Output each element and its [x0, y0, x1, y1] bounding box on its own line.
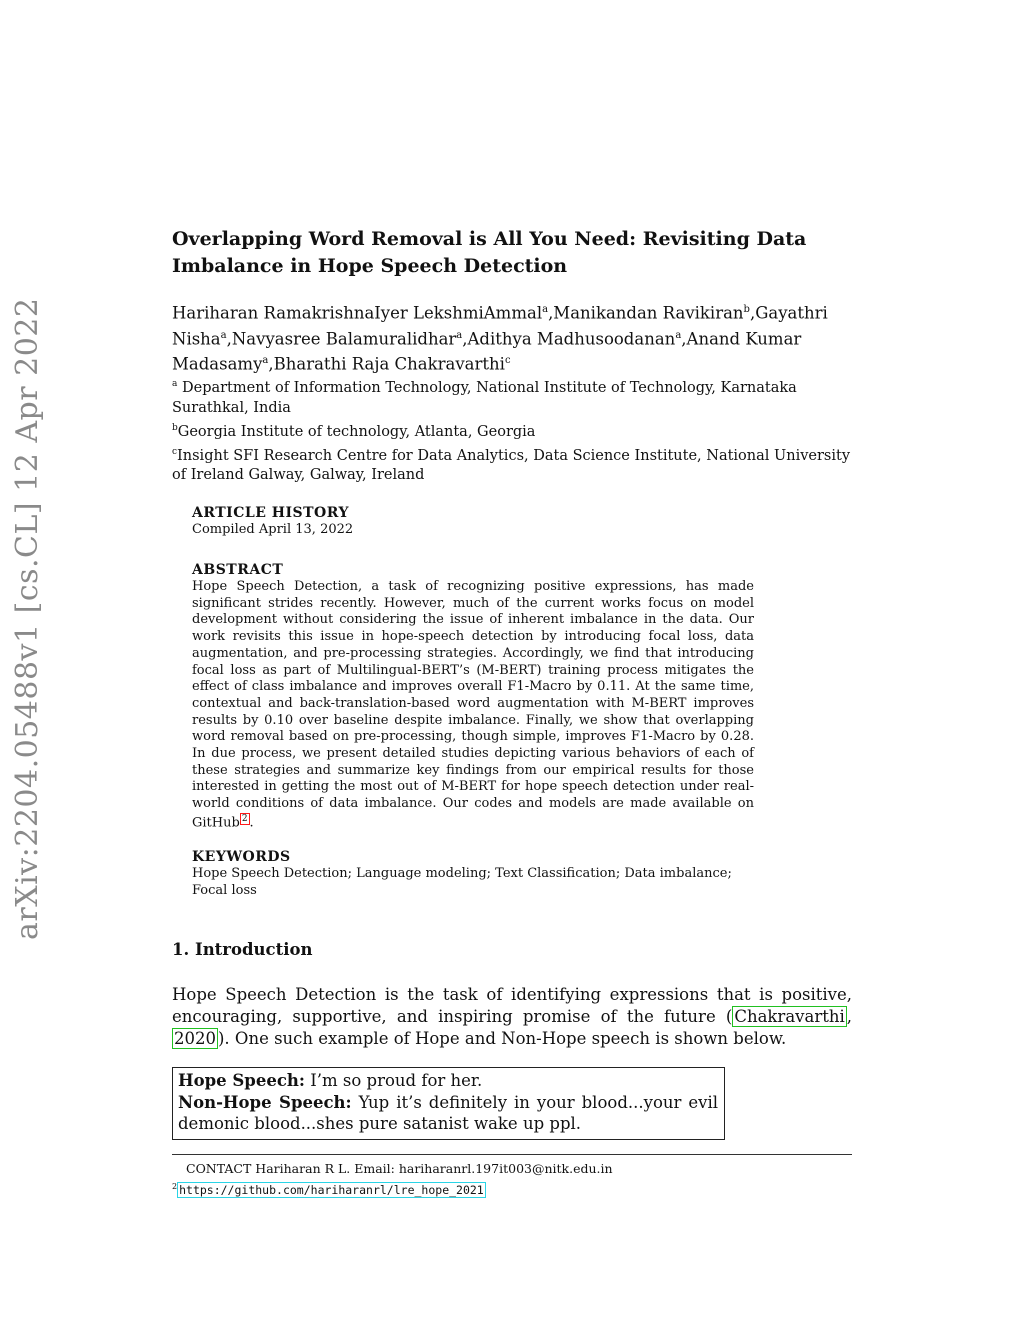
nonhope-text: Yup it’s definitely in your blood...your evil demonic blood...shes pure satanist wake up ppl. — [178, 1092, 718, 1133]
hope-text: I’m so proud for her. — [304, 1071, 483, 1090]
keywords-heading: KEYWORDS — [192, 849, 291, 865]
hope-example — [178, 1070, 718, 1092]
footnote-divider — [172, 1154, 852, 1155]
footnotes — [172, 1160, 852, 1199]
affiliation-mark: a — [542, 304, 549, 315]
hope-label: Hope Speech: — [178, 1071, 305, 1090]
author-name: ,Gayathri Nisha — [172, 303, 828, 348]
author-name: ,Anand Kumar Madasamy — [172, 329, 802, 374]
citation-link[interactable]: Chakravarthi — [734, 1007, 845, 1026]
affiliation-a — [172, 374, 862, 418]
affiliation-mark: a — [220, 329, 227, 341]
citation-separator: , — [846, 1007, 852, 1026]
paper-title: Overlapping Word Removal is All You Need: Revisiting Data Imbalance in Hope Speech Detection — [172, 228, 807, 277]
author-name: ,Adithya Madhusoodanan — [462, 329, 676, 348]
paragraph-text: Hope Speech Detection is the task of identifying expressions that is positive, encouraging, supportive, and inspiring promise of the future ( — [172, 985, 852, 1026]
footnote-link[interactable]: 2 — [241, 813, 248, 824]
github-link[interactable]: https://github.com/hariharanrl/lre_hope_2021 — [179, 1183, 484, 1198]
affiliation-mark: a — [172, 379, 178, 389]
affiliation-text: Georgia Institute of technology, Atlanta, Georgia — [177, 423, 536, 440]
abstract-body: Hope Speech Detection, a task of recognizing positive expressions, has made significant strides recently. However, much of the current works focus on model development without considering the issue of inherent imbalance in the data. Our work revisits this issue in hope-speech detection by introducing focal loss, data augmentation, and pre-processing strategies. Accordingly, we find that introducing focal loss as part of Multilingual-BERT’s (M-BERT) training process mitigates the effect of class imbalance and improves overall F1-Macro by 0.11. At the same time, contextual and back-translation-based word augmentation with M-BERT improves results by 0.10 over baseline despite imbalance. Finally, we show that overlapping word removal based on pre-processing, though simple, improves F1-Macro by 0.28. In due process, we present detailed studies depicting various behaviors of each of these strategies and summarize key findings from our empirical results for those interested in getting the most out of M-BERT for hope speech detection under real-world conditions of data imbalance. Our codes and models are made available on GitHub — [192, 579, 754, 831]
affiliation-text: Insight SFI Research Centre for Data Analytics, Data Science Institute, National University of Ireland Galway, Galway, Ireland — [172, 447, 851, 484]
affiliation-b — [172, 418, 862, 442]
author-list — [172, 299, 862, 376]
section-heading: 1. Introduction — [172, 940, 313, 959]
compiled-date: Compiled April 13, 2022 — [192, 522, 354, 537]
affiliation-mark: a — [456, 329, 463, 341]
affiliation-mark: c — [504, 355, 511, 366]
citation-year-link[interactable]: 2020 — [174, 1029, 216, 1048]
affiliation-mark: b — [172, 422, 178, 433]
author-name: Hariharan RamakrishnaIyer LekshmiAmmal — [172, 303, 543, 323]
intro-paragraph — [172, 984, 852, 1050]
example-box — [172, 1067, 725, 1140]
abstract-text — [192, 579, 754, 832]
affiliation-text: Department of Information Technology, National Institute of Technology, Karnataka Surathkal, India — [172, 379, 797, 416]
affiliation-mark: c — [172, 446, 178, 457]
affiliation-mark: a — [675, 329, 682, 341]
author-name: ,Navyasree Balamuralidhar — [226, 329, 457, 348]
author-name: ,Manikandan Ravikiran — [548, 303, 744, 323]
nonhope-label: Non-Hope Speech: — [178, 1092, 352, 1112]
arxiv-identifier: arXiv:2204.05488v1 [cs.CL] 12 Apr 2022 — [10, 297, 45, 940]
footnote-mark: 2 — [172, 1182, 178, 1191]
abstract-heading: ABSTRACT — [192, 562, 284, 578]
affiliation-c — [172, 442, 862, 486]
keywords-text: Hope Speech Detection; Language modeling; Text Classification; Data imbalance; Focal loss — [192, 866, 732, 898]
affiliations — [172, 374, 862, 485]
affiliation-mark: a — [262, 355, 269, 366]
article-history-heading: ARTICLE HISTORY — [192, 505, 349, 521]
abstract — [192, 561, 754, 832]
paragraph-text: ). One such example of Hope and Non-Hope speech is shown below. — [218, 1029, 787, 1048]
url-footnote — [172, 1178, 852, 1199]
abstract-tail: . — [249, 815, 254, 831]
affiliation-mark: b — [743, 304, 750, 315]
author-name: ,Bharathi Raja Chakravarthi — [268, 354, 505, 374]
nonhope-example — [178, 1092, 718, 1135]
article-history — [192, 504, 754, 539]
contact-footnote: CONTACT Hariharan R L. Email: hariharanrl.197it003@nitk.edu.in — [186, 1161, 613, 1176]
keywords — [192, 848, 754, 899]
